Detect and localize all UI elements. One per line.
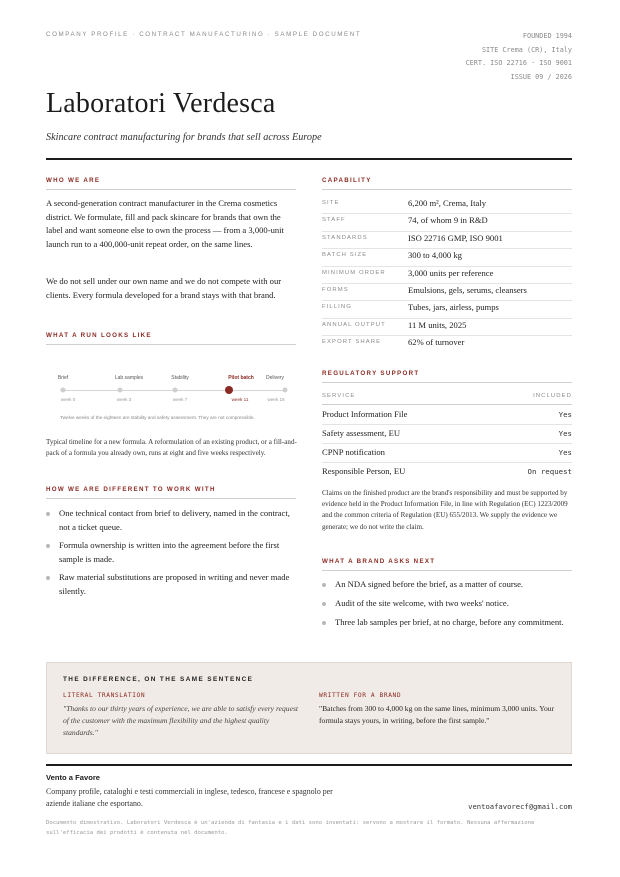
capability-key: STAFF [322,217,346,224]
list-item: Audit of the site welcome, with two weeks' notice. [335,597,573,611]
timeline-step-label: Brief [57,375,69,381]
capability-value: 6,200 m², Crema, Italy [408,198,486,208]
run-rule [46,344,296,345]
regulatory-rule [322,382,572,383]
bullet-icon [322,602,326,606]
capability-key: SITE [322,200,340,206]
footer-divider [46,764,572,766]
timeline-step-week: week 7 [172,397,188,402]
who-paragraph-1: A second-generation contract manufacturer in the Crema cosmetics district. We formulate, fill and pack skincare for brands that own the label and want someone else to own the process — from a 3,000-unit launch run to a 400,000-unit repeat order, on the same lines. [46,198,284,249]
table-row [322,463,572,482]
timeline-caption: Typical timeline for a new formula. A reformulation of an existing product, or a fill-and-pack of a formula you already own, runs at eight and five weeks respectively. [46,438,297,457]
who-heading: WHO WE ARE [46,177,101,184]
difference-box [46,662,572,754]
bullet-icon [322,583,326,587]
capability-key: STANDARDS [322,234,368,241]
timeline-step-label-active: Pilot batch [228,375,254,381]
capability-rule [322,189,572,190]
list-item: Three lab samples per brief, at no charge, before any commitment. [335,616,573,630]
document-eyebrow: COMPANY PROFILE · CONTRACT MANUFACTURING · SAMPLE DOCUMENT [46,31,362,38]
company-subtitle: Skincare contract manufacturing for brands that sell across Europe [46,132,322,143]
literal-text: "Thanks to our thirty years of experience, we are able to satisfy every request of the customer with the maximum flexibility and the highest quality standards." [63,704,299,738]
table-row [322,336,572,353]
table-row [322,267,572,284]
service-name: CPNP notification [322,447,385,457]
literal-label: LITERAL TRANSLATION [63,692,146,699]
service-name: Product Information File [322,409,408,419]
list-item: An NDA signed before the brief, as a matter of course. [335,578,573,592]
meta-site: SITE Crema (CR), Italy [481,45,572,54]
capability-value: 74, of whom 9 in R&D [408,215,488,226]
document-meta [466,30,572,84]
column-header-included: INCLUDED [533,393,572,399]
capability-value: 3,000 units per reference [408,267,494,278]
who-paragraph-2: We do not sell under our own name and we do not compete with our clients. Every formula developed for a brand stays with that brand. [46,276,282,300]
list-item: Formula ownership is written into the agreement before the first sample is made. [59,539,299,566]
who-rule [46,189,296,190]
meta-founded: FOUNDED 1994 [522,32,572,40]
capability-heading: CAPABILITY [322,177,372,184]
table-row [322,406,572,425]
brand-text: "Batches from 300 to 4,000 kg on the same lines, minimum 3,000 units. Your formula stays yours, in writing, before the first sample." [319,704,555,726]
capability-value: 62% of turnover [408,337,465,348]
timeline-node [173,388,178,393]
regulatory-header-rule [322,404,572,405]
footer-description: Company profile, cataloghi e testi commerciali in inglese, tedesco, francese e spagnolo per aziende italiane che esportano. [46,787,333,809]
company-title: Laboratori Verdesca [46,88,276,119]
capability-key: BATCH SIZE [322,252,368,259]
table-row [322,301,572,318]
timeline-node-active [225,386,233,394]
capability-key: EXPORT SHARE [322,339,382,346]
capability-key: ANNUAL OUTPUT [322,321,386,328]
capability-key: MINIMUM ORDER [322,269,386,276]
timeline-step-week-active: week 11 [231,397,249,402]
difference-title: THE DIFFERENCE, ON THE SAME SENTENCE [63,676,254,683]
bullet-icon [46,512,50,516]
asks-heading: WHAT A BRAND ASKS NEXT [322,558,436,565]
header-divider [46,158,572,160]
list-item: One technical contact from brief to delivery, named in the contract, not a ticket queue. [59,507,299,534]
timeline-note: Twelve weeks of the eighteen are stability and safety assessment. They are not compressible. [60,415,255,420]
bullet-icon [322,621,326,625]
footer-name: Vento a Favore [46,773,101,782]
table-row [322,425,572,444]
footer-disclaimer: Documento dimostrativo. Laboratori Verdesca è un'azienda di fantasia e i dati sono inventati: servono a mostrare il formato. Nessuna affermazione sull'efficacia dei prodotti è contenuta nel documento. [46,820,535,836]
timeline-step-label: Lab samples [114,375,144,381]
regulatory-note: Claims on the finished product are the brand's responsibility and must be supported by evidence held in the Product Information File, in line with Regulation (EC) 1223/2009 and the common criteria of Regulation (EU) 655/2013. We supply the evidence we generate; we do not write the claim. [322,489,568,531]
table-row [322,284,572,301]
brand-label: WRITTEN FOR A BRAND [319,692,402,699]
table-row [322,249,572,266]
table-row [322,319,572,336]
bullet-icon [46,544,50,548]
timeline-node [283,388,288,393]
meta-issue: ISSUE 09 / 2026 [510,72,572,81]
service-included: Yes [558,429,572,438]
capability-value: 11 M units, 2025 [408,319,467,330]
column-header-service: SERVICE [322,393,356,399]
timeline-step-week: week 18 [267,397,285,402]
service-included: On request [527,467,572,476]
footer-email[interactable]: ventoafavorecf@gmail.com [468,802,572,811]
timeline-step-week: week 0 [60,397,76,402]
meta-cert: CERT. ISO 22716 · ISO 9001 [465,59,572,68]
capability-key: FILLING [322,304,352,311]
table-row [322,232,572,249]
capability-value: Tubes, jars, airless, pumps [408,302,499,313]
capability-value: ISO 22716 GMP, ISO 9001 [408,232,503,243]
service-name: Safety assessment, EU [322,428,401,438]
capability-value: Emulsions, gels, serums, cleansers [408,285,527,295]
table-row [322,214,572,231]
timeline-node [118,388,123,393]
service-included: Yes [558,448,572,457]
different-rule [46,498,296,499]
timeline-step-week: week 3 [116,397,132,402]
list-item: Raw material substitutions are proposed in writing and never made silently. [59,571,299,598]
table-row [322,197,572,214]
timeline-node [61,388,66,393]
timeline-step-label: Delivery [265,375,285,381]
capability-value: 300 to 4,000 kg [408,250,462,261]
service-name: Responsible Person, EU [322,466,406,476]
timeline-step-label: Stability [171,375,189,381]
regulatory-heading: REGULATORY SUPPORT [322,370,420,377]
service-included: Yes [558,410,572,419]
different-heading: HOW WE ARE DIFFERENT TO WORK WITH [46,486,216,493]
capability-key: FORMS [322,287,349,293]
table-row [322,444,572,463]
asks-rule [322,570,572,571]
bullet-icon [46,576,50,580]
run-heading: WHAT A RUN LOOKS LIKE [46,332,152,339]
